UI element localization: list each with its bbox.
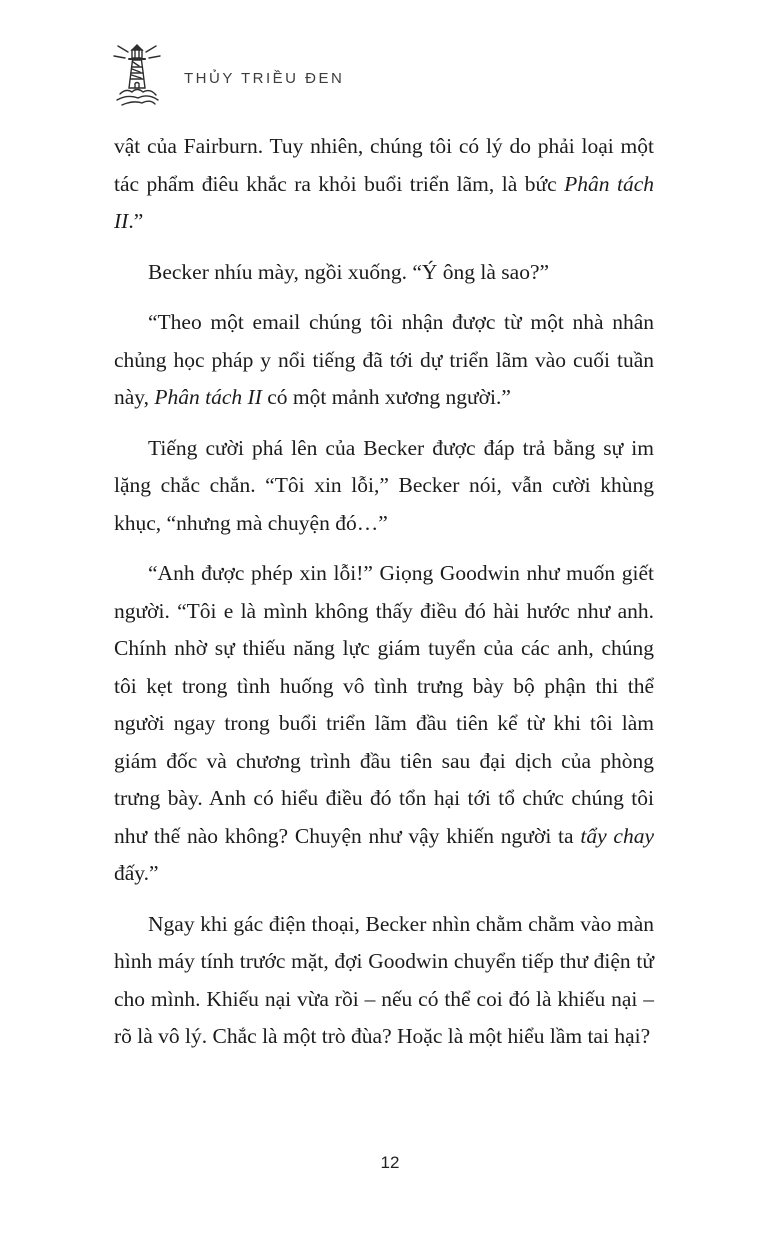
italic-run: Phân tách II [154, 385, 262, 409]
paragraph [114, 430, 654, 543]
running-head-title: THỦY TRIỀU ĐEN [184, 69, 345, 87]
text-run: Becker nhíu mày, ngồi xuống. “Ý ông là sao?” [148, 259, 550, 284]
italic-run: Phân tách II [114, 171, 654, 233]
paragraph [114, 906, 654, 1056]
paragraph [114, 254, 654, 292]
italic-run: tẩy chay [580, 823, 654, 848]
body-text [114, 128, 654, 1069]
page-number: 12 [380, 1153, 400, 1172]
text-run: .” [128, 209, 144, 233]
paragraph [114, 304, 654, 417]
text-run: có một mảnh xương người.” [261, 385, 511, 409]
page-footer [0, 1153, 780, 1173]
text-run: Ngay khi gác điện thoại, Becker nhìn chằm chằm vào màn hình máy tính trước mặt, đợi Goodwin chuyển tiếp thư điện tử cho mình. Khiếu nại vừa rồi – nếu có thể coi đó là khiếu nại – rõ là vô lý. Chắc là một trò đùa? Hoặc là một hiểu lầm tai hại? [114, 911, 654, 1048]
paragraph [114, 128, 654, 241]
paragraph [114, 555, 654, 893]
text-run: vật của Fairburn. Tuy nhiên, chúng tôi có lý do phải loại một tác phẩm điêu khắc ra khỏi buổi triển lãm, là bức [114, 134, 654, 196]
page-header [108, 42, 344, 108]
text-run: “Theo một email chúng tôi nhận được từ một nhà nhân chủng học pháp y nổi tiếng đã tới dự triển lãm vào cuối tuần này, [114, 310, 654, 409]
text-run: Tiếng cười phá lên của Becker được đáp trả bằng sự im lặng chắc chắn. “Tôi xin lỗi,” Becker nói, vẫn cười khùng khục, “nhưng mà chuyện đó…” [114, 435, 654, 535]
lighthouse-icon [108, 42, 166, 108]
text-run: “Anh được phép xin lỗi!” Giọng Goodwin như muốn giết người. “Tôi e là mình không thấy điều đó hài hước như anh. Chính nhờ sự thiếu năng lực giám tuyển của các anh, chúng tôi kẹt trong tình huống vô tình trưng bày bộ phận thi thể người ngay trong buổi triển lãm đầu tiên kể từ khi tôi làm giám đốc và chương trình đầu tiên sau đại dịch của phòng trưng bày. Anh có hiểu điều đó tổn hại tới tổ chức chúng tôi như thế nào không? Chuyện như vậy khiến người ta [114, 561, 654, 848]
text-run: đấy.” [114, 861, 159, 885]
